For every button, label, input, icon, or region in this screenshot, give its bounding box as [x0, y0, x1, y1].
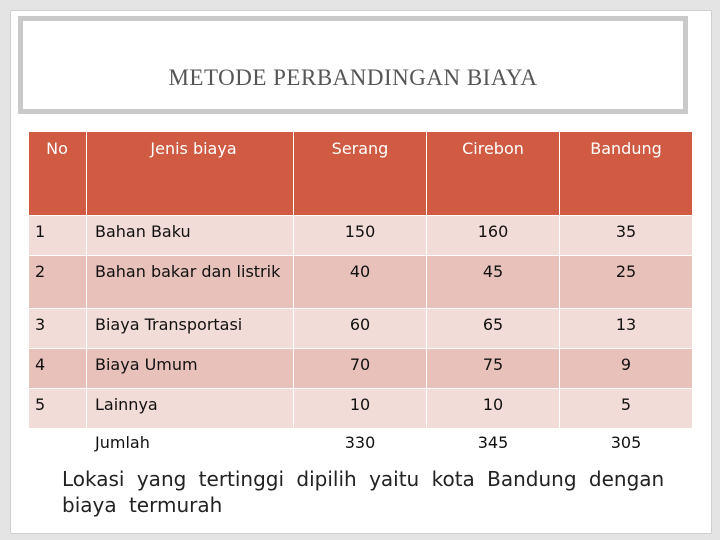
cell-cirebon: 10: [427, 389, 560, 429]
cell-serang: 60: [294, 309, 427, 349]
total-bandung: 305: [560, 429, 693, 475]
cell-no: 3: [29, 309, 87, 349]
cell-no: 5: [29, 389, 87, 429]
cell-cirebon: 75: [427, 349, 560, 389]
cell-name: Bahan bakar dan listrik: [87, 256, 294, 309]
cell-cirebon: 160: [427, 216, 560, 256]
cell-bandung: 25: [560, 256, 693, 309]
cell-bandung: 5: [560, 389, 693, 429]
title-box: [18, 16, 688, 114]
cell-no: 4: [29, 349, 87, 389]
table-row: [29, 349, 693, 389]
header-cirebon: Cirebon: [427, 132, 560, 216]
total-cirebon: 345: [427, 429, 560, 475]
cell-cirebon: 45: [427, 256, 560, 309]
cell-bandung: 13: [560, 309, 693, 349]
table-row: [29, 389, 693, 429]
slide-title: METODE PERBANDINGAN BIAYA: [168, 65, 538, 90]
cell-name: Bahan Baku: [87, 216, 294, 256]
cell-serang: 150: [294, 216, 427, 256]
header-bandung: Bandung: [560, 132, 693, 216]
cell-no: 1: [29, 216, 87, 256]
total-serang: 330: [294, 429, 427, 475]
total-label: Jumlah: [87, 429, 294, 475]
table-row: [29, 309, 693, 349]
cell-serang: 40: [294, 256, 427, 309]
cell-name: Biaya Transportasi: [87, 309, 294, 349]
cell-serang: 10: [294, 389, 427, 429]
conclusion-text: Lokasi yang tertinggi dipilih yaitu kota Bandung dengan biaya termurah: [62, 467, 665, 517]
table-header-row: [29, 132, 693, 216]
cell-name: Lainnya: [87, 389, 294, 429]
cell-bandung: 35: [560, 216, 693, 256]
cell-no: 2: [29, 256, 87, 309]
cell-cirebon: 65: [427, 309, 560, 349]
header-no: No: [29, 132, 87, 216]
cell-bandung: 9: [560, 349, 693, 389]
header-serang: Serang: [294, 132, 427, 216]
cost-comparison-table: [28, 131, 693, 475]
header-jenis-biaya: Jenis biaya: [87, 132, 294, 216]
cell-serang: 70: [294, 349, 427, 389]
table-row: [29, 216, 693, 256]
cell-name: Biaya Umum: [87, 349, 294, 389]
table-row: [29, 256, 693, 309]
